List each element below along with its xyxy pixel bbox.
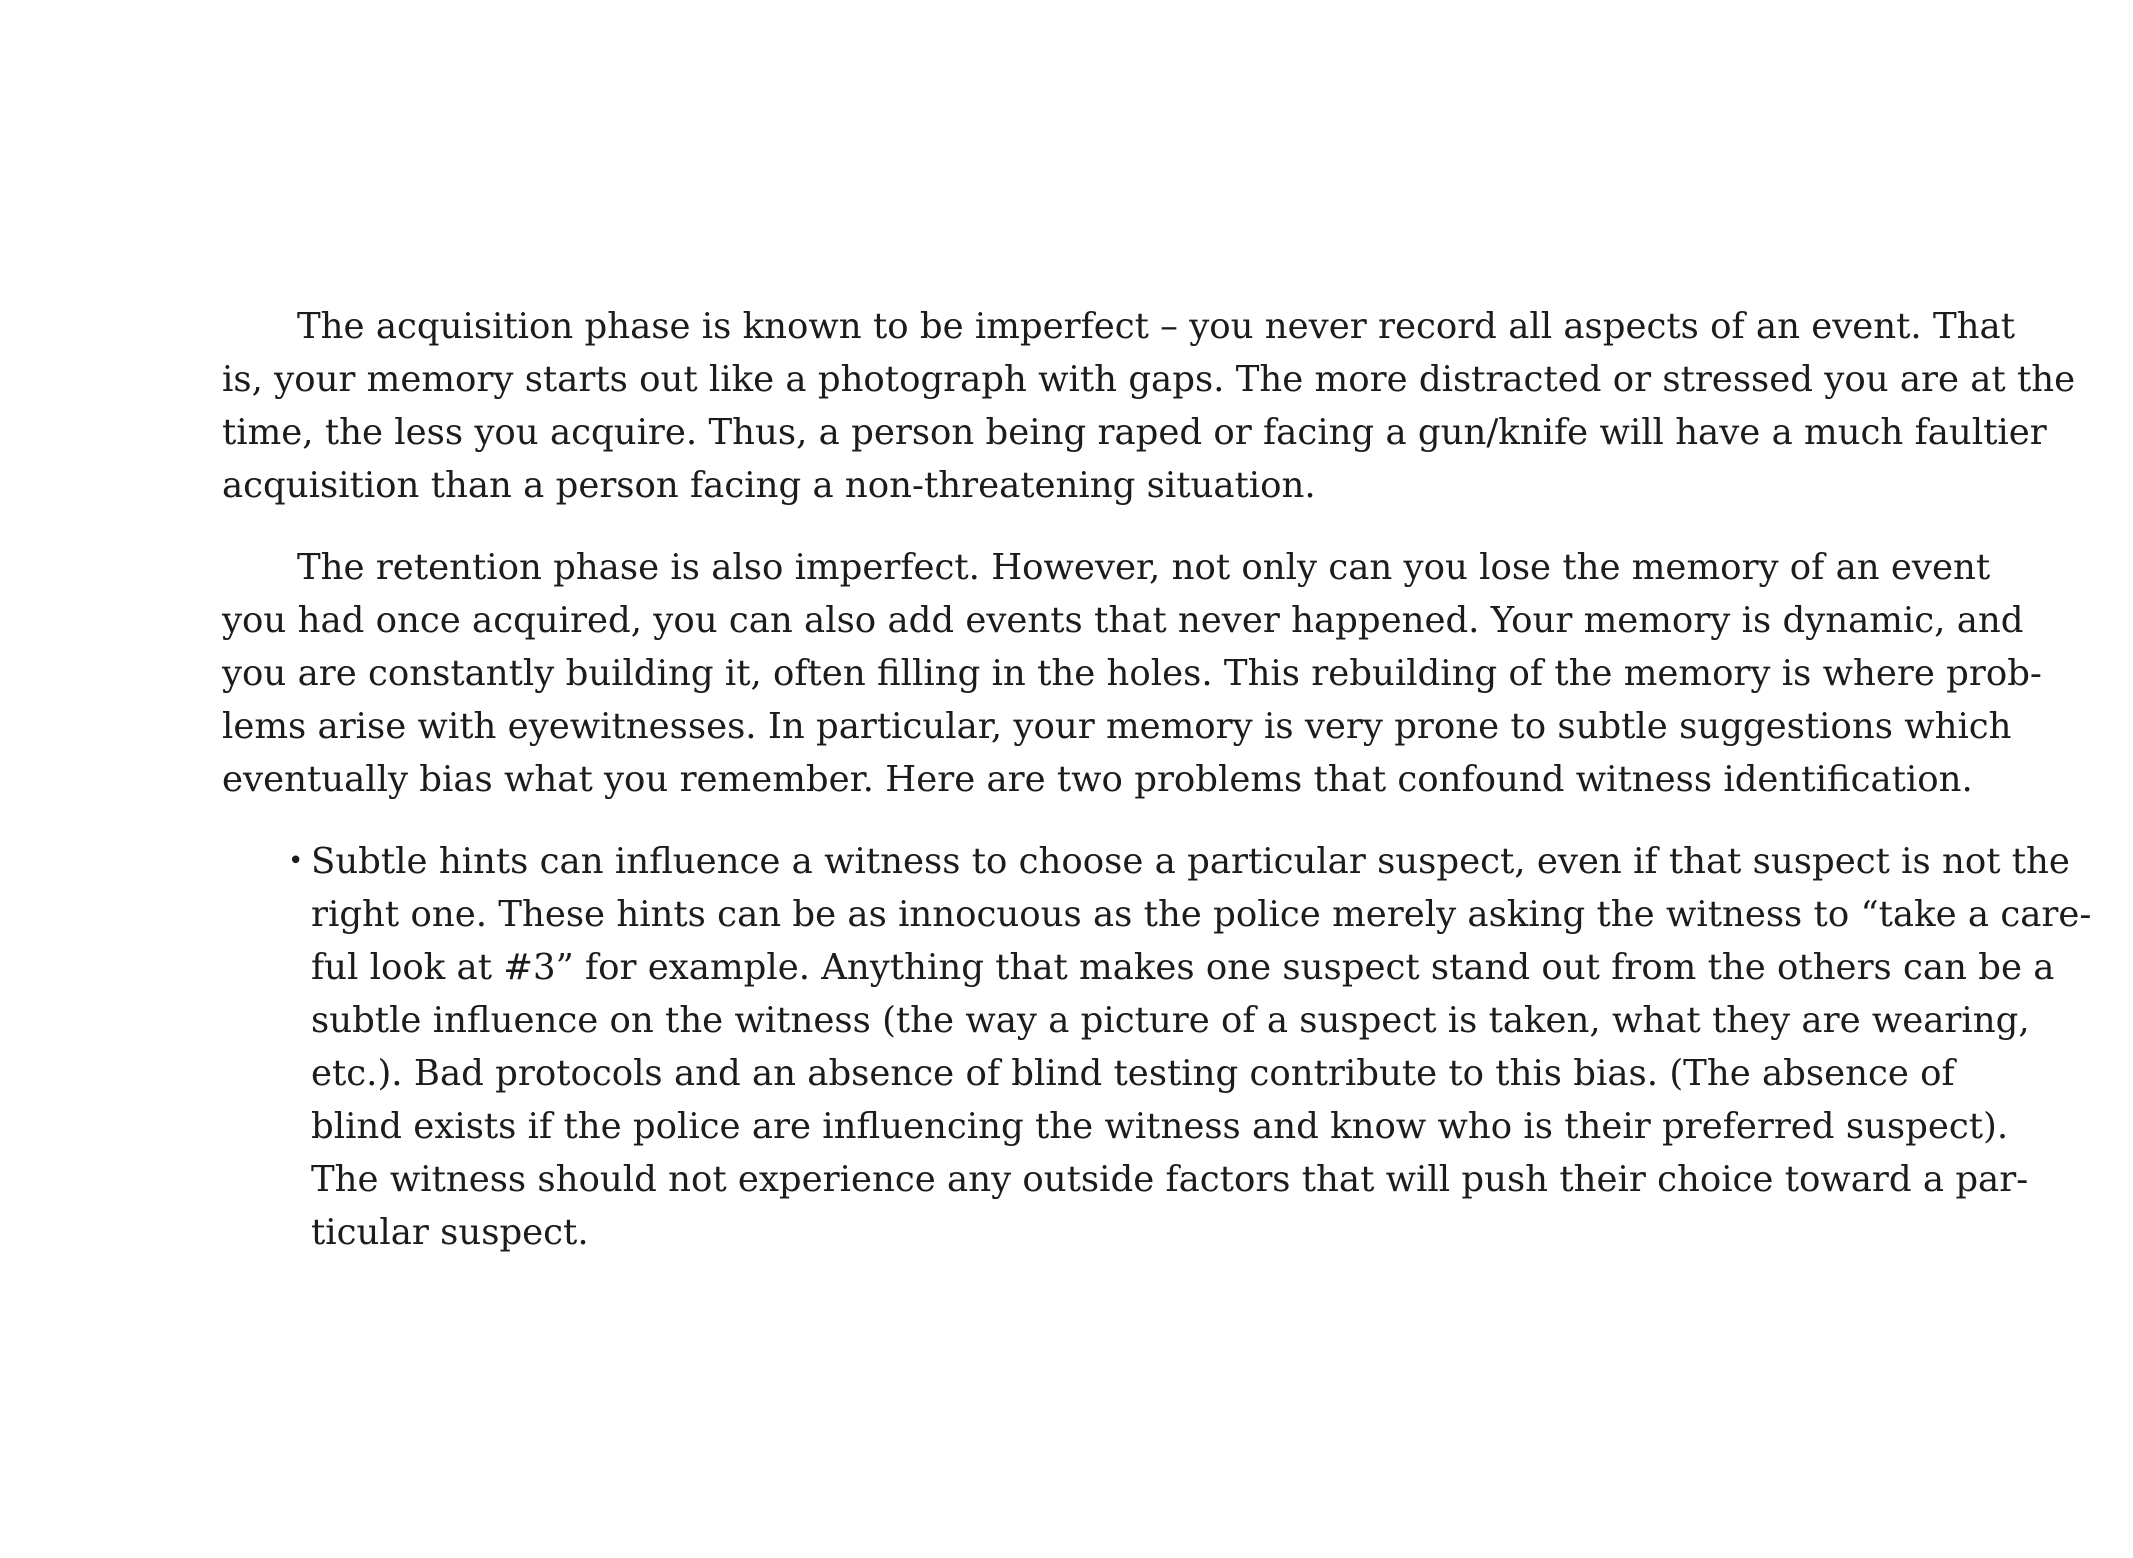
paragraph-line: eventually bias what you remember. Here are two problems that confound witness identification. <box>222 759 1973 800</box>
paragraph-line: time, the less you acquire. Thus, a person being raped or facing a gun/knife will have a much faultier <box>222 412 2047 453</box>
paragraph-line: The retention phase is also imperfect. However, not only can you lose the memory of an event <box>297 547 1991 588</box>
bullet-line: ticular suspect. <box>311 1212 589 1253</box>
bullet-icon: • <box>288 846 304 876</box>
paragraph-line: is, your memory starts out like a photograph with gaps. The more distracted or stressed you are at the <box>222 359 2076 400</box>
paragraph-acquisition <box>222 300 2076 512</box>
bullet-line: blind exists if the police are influencing the witness and know who is their preferred suspect). <box>311 1106 2009 1147</box>
paragraph-retention <box>222 541 2042 806</box>
bullet-line: ful look at #3” for example. Anything that makes one suspect stand out from the others can be a <box>311 947 2055 988</box>
paragraph-line: you had once acquired, you can also add events that never happened. Your memory is dynamic, and <box>222 600 2024 641</box>
bullet-line: right one. These hints can be as innocuous as the police merely asking the witness to “take a care- <box>311 894 2092 935</box>
bullet-line: The witness should not experience any outside factors that will push their choice toward a par- <box>311 1159 2029 1200</box>
paragraph-line: you are constantly building it, often filling in the holes. This rebuilding of the memory is where prob- <box>222 653 2042 694</box>
bullet-item-subtle-hints <box>222 835 2092 1259</box>
paragraph-line: The acquisition phase is known to be imperfect – you never record all aspects of an event. That <box>297 306 2015 347</box>
bullet-line: etc.). Bad protocols and an absence of blind testing contribute to this bias. (The absence of <box>311 1053 1955 1094</box>
bullet-line: Subtle hints can influence a witness to choose a particular suspect, even if that suspect is not the <box>311 841 2070 882</box>
document-page <box>222 300 2092 1259</box>
paragraph-line: acquisition than a person facing a non-threatening situation. <box>222 465 1316 506</box>
bullet-line: subtle influence on the witness (the way a picture of a suspect is taken, what they are wearing, <box>311 1000 2030 1041</box>
paragraph-line: lems arise with eyewitnesses. In particular, your memory is very prone to subtle suggestions which <box>222 706 2012 747</box>
